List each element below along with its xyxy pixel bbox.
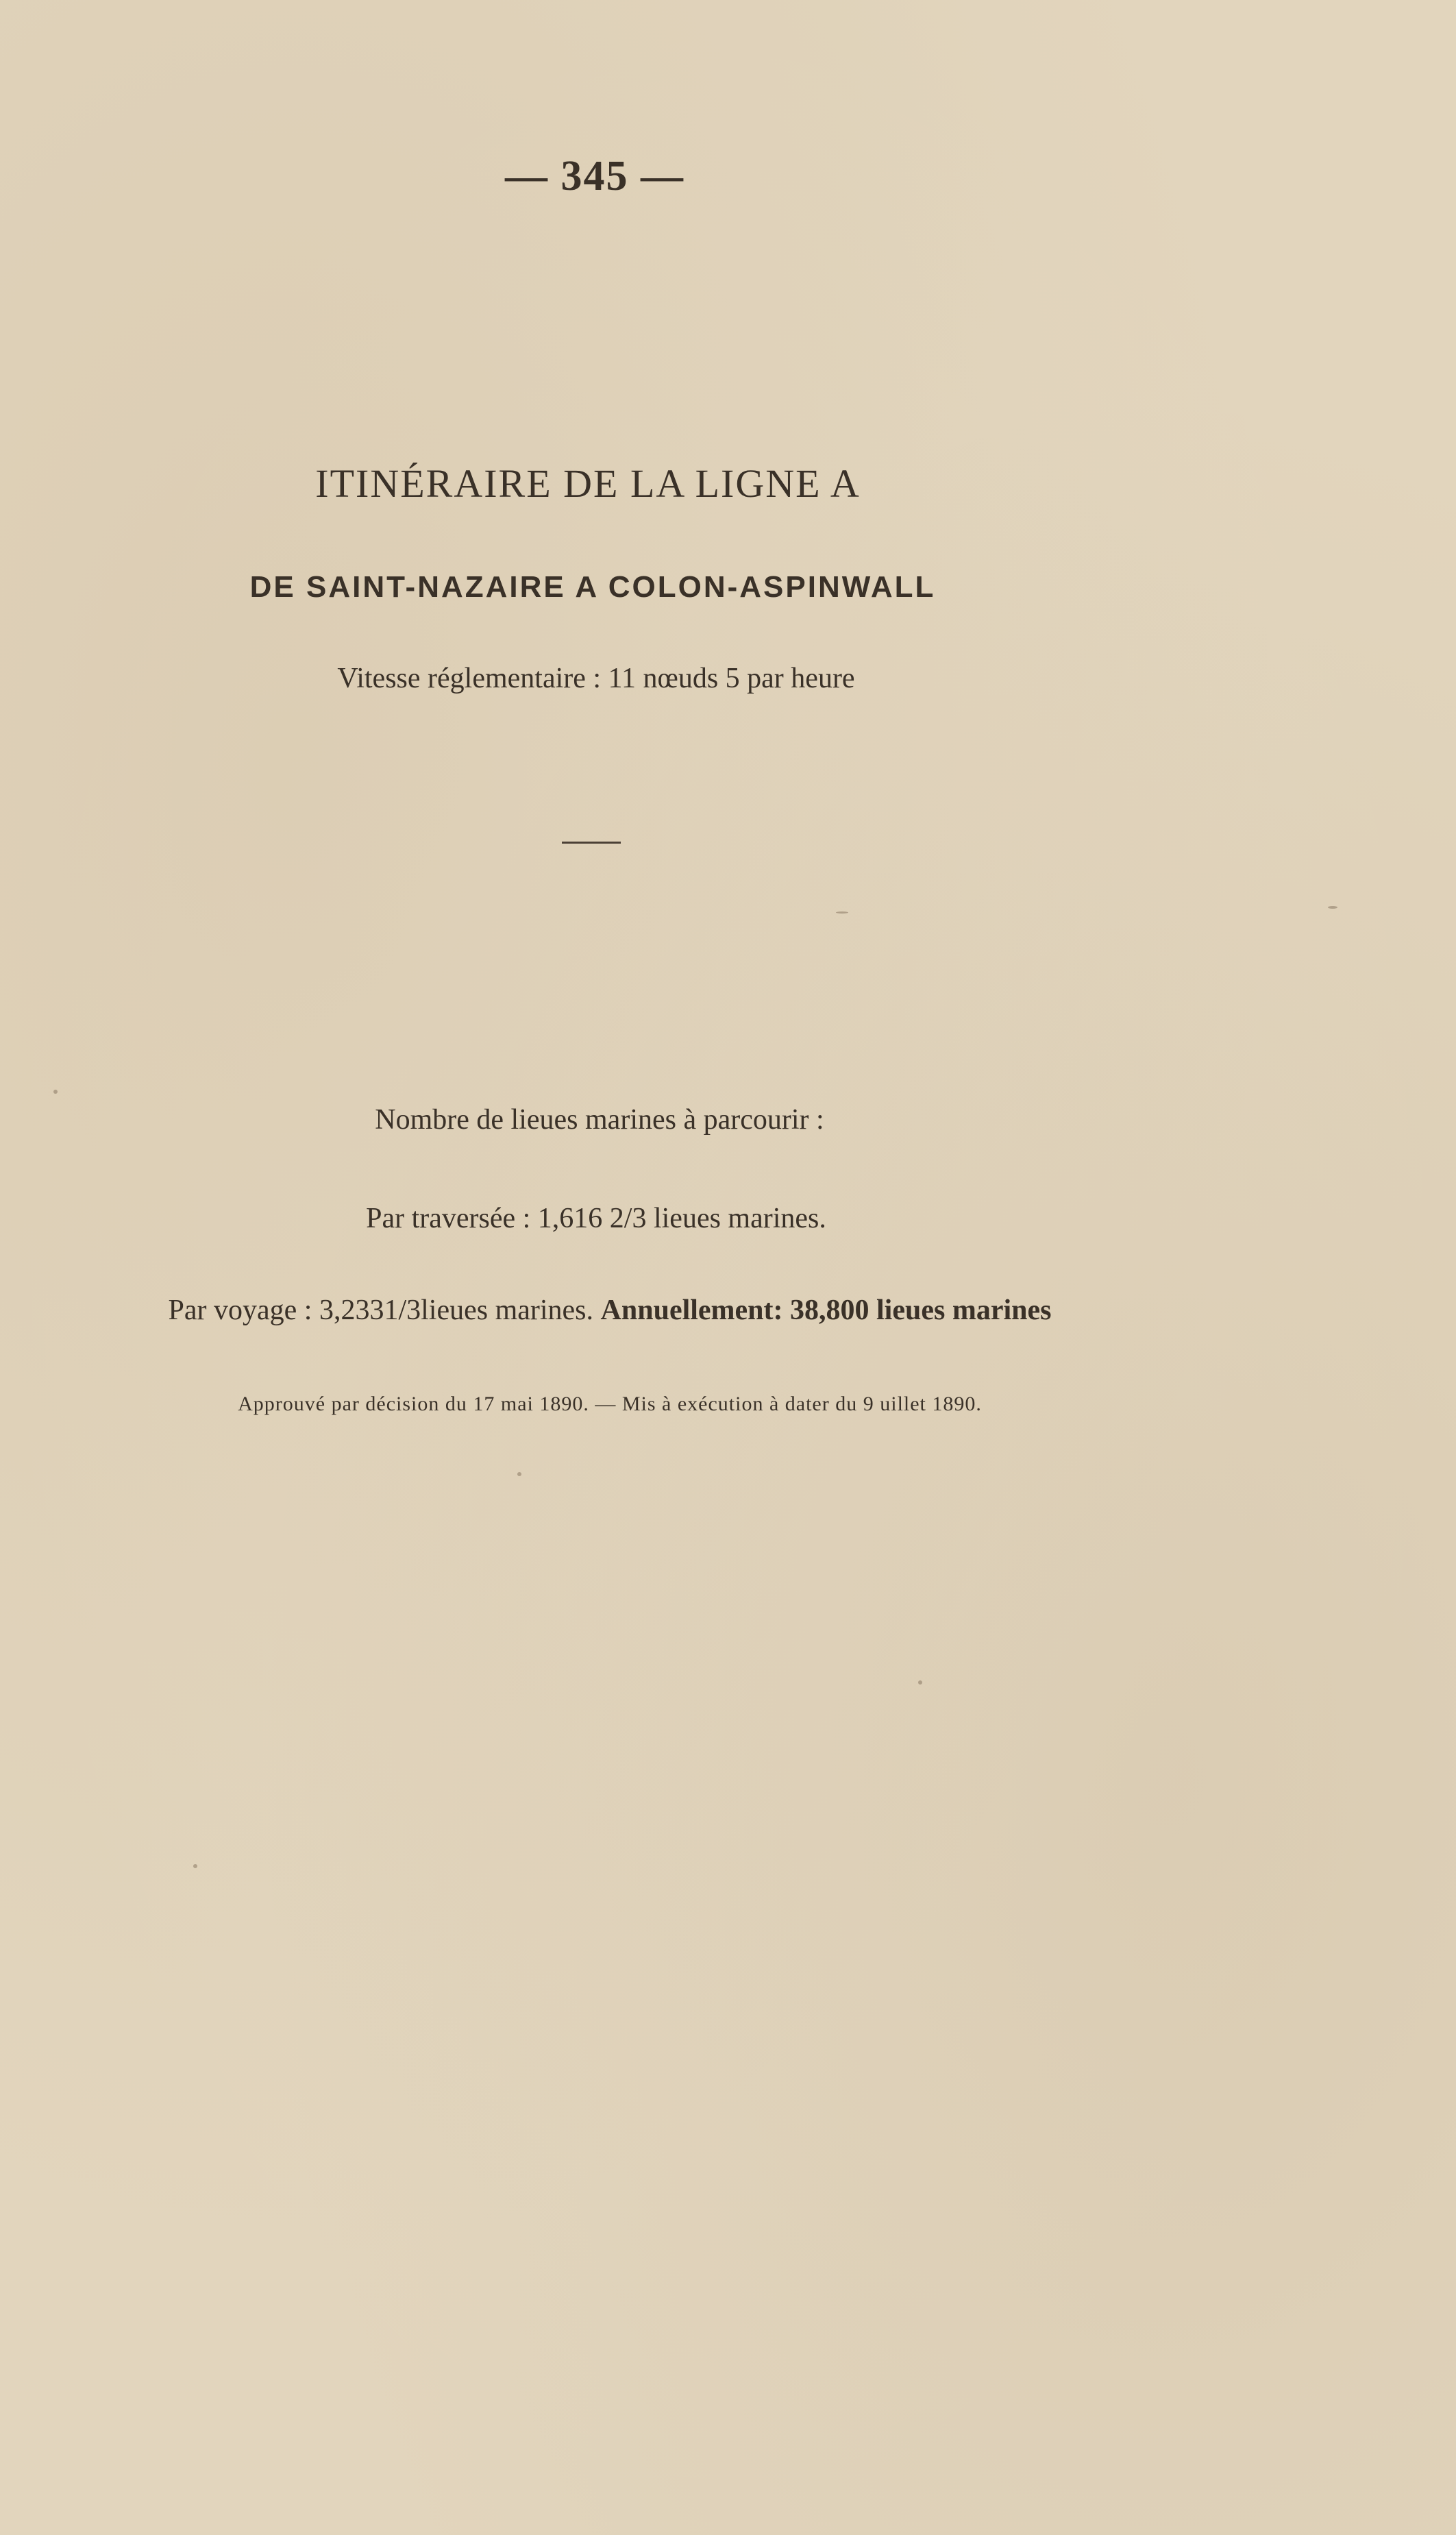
- paper-speck: [1328, 906, 1337, 909]
- page-number: — 345 —: [505, 153, 684, 199]
- section-divider: [562, 842, 621, 844]
- distance-per-crossing: Par traversée : 1,616 2/3 lieues marines.: [366, 1203, 826, 1234]
- paper-speck: [53, 1090, 58, 1094]
- distance-heading: Nombre de lieues marines à parcourir :: [375, 1104, 824, 1136]
- distance-annual: Annuellement: 38,800 lieues marines: [600, 1295, 1052, 1326]
- page-title: ITINÉRAIRE DE LA LIGNE A: [315, 461, 861, 506]
- distance-per-voyage: Par voyage : 3,2331/3lieues marines.: [168, 1295, 594, 1326]
- paper-speck: [918, 1680, 922, 1685]
- paper-speck: [517, 1472, 521, 1476]
- regulation-speed: Vitesse réglementaire : 11 nœuds 5 par heure: [337, 663, 855, 694]
- approval-note: Approuvé par décision du 17 mai 1890. — Mis à exécution à dater du 9 uillet 1890.: [238, 1393, 982, 1415]
- paper-speck: [193, 1864, 197, 1868]
- route-subtitle: DE SAINT-NAZAIRE A COLON-ASPINWALL: [249, 570, 936, 604]
- paper-speck: [836, 911, 848, 914]
- distance-per-voyage-line: [89, 1294, 1131, 1327]
